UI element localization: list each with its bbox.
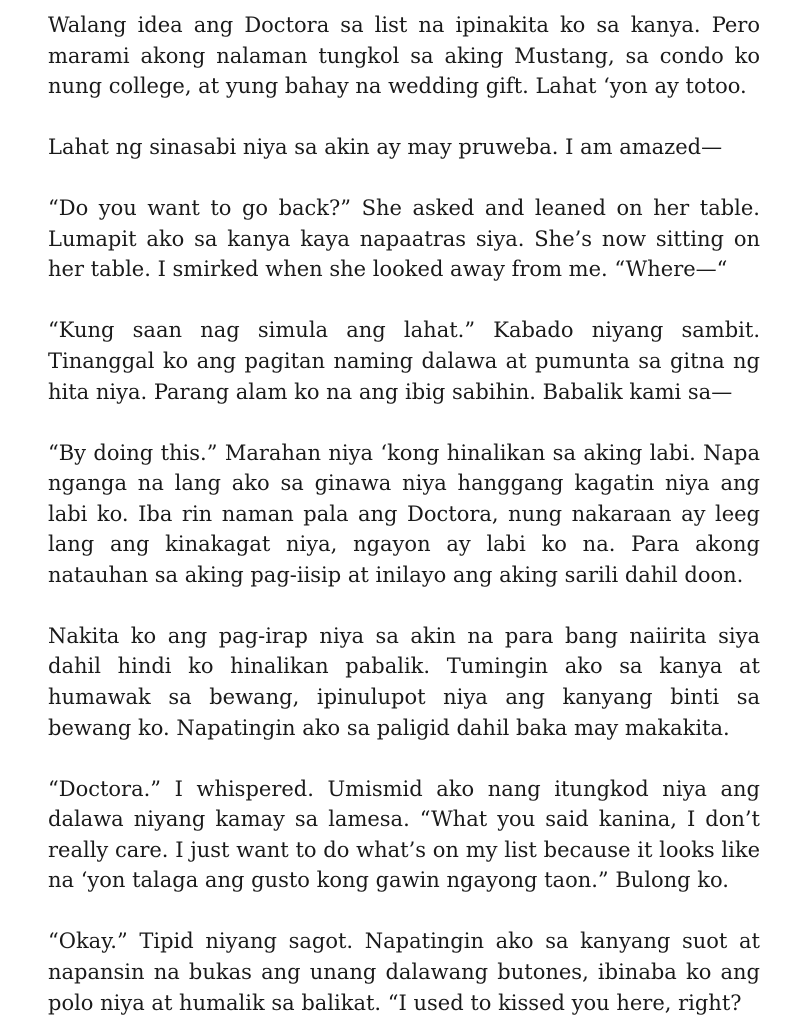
paragraph-1: Walang idea ang Doctora sa list na ipinakita ko sa kanya. Pero marami akong nalaman tungkol sa aking Mustang, sa condo ko nung college, at yung bahay na wedding gift. Lahat ‘yon ay totoo. <box>48 13 760 99</box>
paragraph-7: “Doctora.” I whispered. Umismid ako nang itungkod niya ang dalawa niyang kamay sa lamesa. “What you said kanina, I don’t really care. I just want to do what’s on my list because it looks like na ‘yon talaga ang gusto kong gawin ngayong taon.” Bulong ko. <box>48 776 760 893</box>
paragraph-5: “By doing this.” Marahan niya ‘kong hinalikan sa aking labi. Napa nganga na lang ako sa ginawa niya hanggang kagatin niya ang labi ko. Iba rin naman pala ang Doctora, nung nakaraan ay leeg lang ang kinakagat niya, ngayon ay labi ko na. Para akong natauhan sa aking pag-iisip at inilayo ang aking sarili dahil doon. <box>48 440 760 587</box>
paragraph-3: “Do you want to go back?” She asked and leaned on her table. Lumapit ako sa kanya kaya napaatras siya. She’s now sitting on her table. I smirked when she looked away from me. “Where—“ <box>48 196 760 282</box>
paragraph-2: Lahat ng sinasabi niya sa akin ay may pruweba. I am amazed— <box>48 135 723 160</box>
paragraph-6: Nakita ko ang pag-irap niya sa akin na para bang naiirita siya dahil hindi ko hinalikan pabalik. Tumingin ako sa kanya at humawak sa bewang, ipinulupot niya ang kanyang binti sa bewang ko. Napatingin ako sa paligid dahil baka may makakita. <box>48 623 760 740</box>
story-text <box>48 10 760 1018</box>
paragraph-8: “Okay.” Tipid niyang sagot. Napatingin ako sa kanyang suot at napansin na bukas ang unang dalawang butones, ibinaba ko ang polo niya at humalik sa balikat. “I used to kissed you here, right? <box>48 929 760 1015</box>
paragraph-4: “Kung saan nag simula ang lahat.” Kabado niyang sambit. Tinanggal ko ang pagitan naming dalawa at pumunta sa gitna ng hita niya. Parang alam ko na ang ibig sabihin. Babalik kami sa— <box>48 318 760 404</box>
